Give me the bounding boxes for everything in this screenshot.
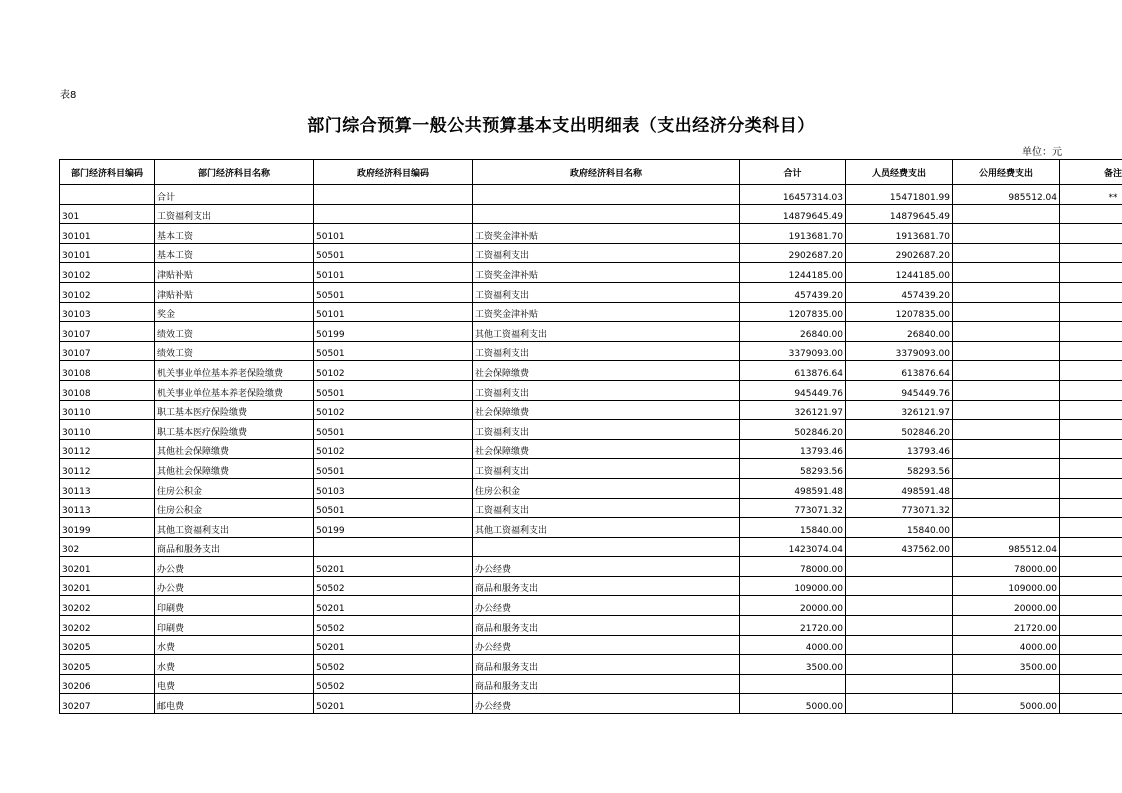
- gov-name-cell: 社会保障缴费: [473, 439, 740, 459]
- gov-code-cell: 50101: [314, 302, 473, 322]
- personnel-cell: 498591.48: [846, 478, 953, 498]
- dept-code-cell: 30202: [60, 616, 155, 636]
- personnel-cell: 13793.46: [846, 439, 953, 459]
- table-row: [60, 263, 1122, 283]
- dept-code-cell: 30207: [60, 694, 155, 714]
- total-cell: 613876.64: [740, 361, 846, 381]
- personnel-cell: 457439.20: [846, 282, 953, 302]
- public-cell: [953, 282, 1060, 302]
- table-row: [60, 635, 1122, 655]
- gov-code-cell: 50199: [314, 518, 473, 538]
- gov-name-cell: 工资福利支出: [473, 459, 740, 479]
- total-cell: [740, 674, 846, 694]
- table-row: [60, 694, 1122, 714]
- gov-name-cell: 其他工资福利支出: [473, 518, 740, 538]
- table-row: [60, 282, 1122, 302]
- dept-name-cell: 绩效工资: [155, 341, 314, 361]
- public-cell: [953, 459, 1060, 479]
- dept-code-cell: 30202: [60, 596, 155, 616]
- personnel-cell: 945449.76: [846, 380, 953, 400]
- dept-code-cell: 30112: [60, 439, 155, 459]
- personnel-cell: 1207835.00: [846, 302, 953, 322]
- header-public: 公用经费支出: [953, 160, 1060, 185]
- remark-cell: [1060, 596, 1122, 616]
- dept-code-cell: 30102: [60, 263, 155, 283]
- dept-code-cell: 30108: [60, 380, 155, 400]
- personnel-cell: [846, 557, 953, 577]
- dept-name-cell: 办公费: [155, 557, 314, 577]
- personnel-cell: 613876.64: [846, 361, 953, 381]
- total-cell: 78000.00: [740, 557, 846, 577]
- personnel-cell: 1913681.70: [846, 224, 953, 244]
- dept-code-cell: 30110: [60, 400, 155, 420]
- remark-cell: [1060, 224, 1122, 244]
- header-personnel: 人员经费支出: [846, 160, 953, 185]
- table-row: [60, 537, 1122, 557]
- personnel-cell: 3379093.00: [846, 341, 953, 361]
- gov-code-cell: 50103: [314, 478, 473, 498]
- total-cell: 1913681.70: [740, 224, 846, 244]
- public-cell: [953, 302, 1060, 322]
- public-cell: [953, 341, 1060, 361]
- table-row: [60, 185, 1122, 205]
- page-title: 部门综合预算一般公共预算基本支出明细表（支出经济分类科目）: [307, 116, 815, 136]
- gov-name-cell: 办公经费: [473, 635, 740, 655]
- dept-name-cell: 基本工资: [155, 243, 314, 263]
- dept-code-cell: 30113: [60, 478, 155, 498]
- dept-name-cell: 奖金: [155, 302, 314, 322]
- dept-name-cell: 其他社会保障缴费: [155, 439, 314, 459]
- remark-cell: [1060, 282, 1122, 302]
- table-row: [60, 674, 1122, 694]
- dept-code-cell: 30110: [60, 420, 155, 440]
- total-cell: 773071.32: [740, 498, 846, 518]
- table-row: [60, 420, 1122, 440]
- table-row: [60, 341, 1122, 361]
- total-cell: 3379093.00: [740, 341, 846, 361]
- gov-name-cell: 其他工资福利支出: [473, 322, 740, 342]
- gov-code-cell: 50501: [314, 380, 473, 400]
- dept-name-cell: 电费: [155, 674, 314, 694]
- dept-name-cell: 基本工资: [155, 224, 314, 244]
- gov-code-cell: 50201: [314, 635, 473, 655]
- dept-name-cell: 职工基本医疗保险缴费: [155, 420, 314, 440]
- remark-cell: [1060, 204, 1122, 224]
- dept-name-cell: 其他工资福利支出: [155, 518, 314, 538]
- total-cell: 326121.97: [740, 400, 846, 420]
- total-cell: 2902687.20: [740, 243, 846, 263]
- public-cell: [953, 361, 1060, 381]
- gov-code-cell: 50502: [314, 576, 473, 596]
- personnel-cell: 15471801.99: [846, 185, 953, 205]
- table-row: [60, 596, 1122, 616]
- total-cell: 20000.00: [740, 596, 846, 616]
- gov-code-cell: 50102: [314, 439, 473, 459]
- gov-name-cell: 工资奖金津补贴: [473, 263, 740, 283]
- remark-cell: [1060, 635, 1122, 655]
- table-row: [60, 361, 1122, 381]
- remark-cell: [1060, 674, 1122, 694]
- remark-cell: [1060, 576, 1122, 596]
- gov-name-cell: 商品和服务支出: [473, 674, 740, 694]
- total-cell: 26840.00: [740, 322, 846, 342]
- gov-code-cell: 50201: [314, 694, 473, 714]
- dept-code-cell: 30201: [60, 576, 155, 596]
- gov-code-cell: 50102: [314, 400, 473, 420]
- dept-name-cell: 印刷费: [155, 616, 314, 636]
- personnel-cell: [846, 694, 953, 714]
- remark-cell: **: [1060, 185, 1122, 205]
- dept-name-cell: 印刷费: [155, 596, 314, 616]
- gov-name-cell: 社会保障缴费: [473, 361, 740, 381]
- dept-code-cell: 30199: [60, 518, 155, 538]
- public-cell: 985512.04: [953, 185, 1060, 205]
- dept-code-cell: 301: [60, 204, 155, 224]
- table-header-row: [60, 160, 1122, 185]
- gov-name-cell: 工资福利支出: [473, 282, 740, 302]
- gov-code-cell: 50101: [314, 224, 473, 244]
- remark-cell: [1060, 498, 1122, 518]
- dept-code-cell: 30107: [60, 322, 155, 342]
- table-row: [60, 400, 1122, 420]
- table-row: [60, 380, 1122, 400]
- remark-cell: [1060, 459, 1122, 479]
- remark-cell: [1060, 380, 1122, 400]
- personnel-cell: [846, 616, 953, 636]
- remark-cell: [1060, 537, 1122, 557]
- dept-name-cell: 机关事业单位基本养老保险缴费: [155, 380, 314, 400]
- personnel-cell: [846, 674, 953, 694]
- public-cell: [953, 439, 1060, 459]
- dept-name-cell: 住房公积金: [155, 498, 314, 518]
- gov-name-cell: 社会保障缴费: [473, 400, 740, 420]
- remark-cell: [1060, 322, 1122, 342]
- gov-code-cell: 50102: [314, 361, 473, 381]
- table-row: [60, 655, 1122, 675]
- public-cell: 78000.00: [953, 557, 1060, 577]
- gov-code-cell: 50501: [314, 459, 473, 479]
- personnel-cell: 773071.32: [846, 498, 953, 518]
- public-cell: [953, 400, 1060, 420]
- gov-name-cell: 办公经费: [473, 596, 740, 616]
- budget-table: [59, 159, 1122, 714]
- gov-name-cell: 商品和服务支出: [473, 576, 740, 596]
- personnel-cell: 437562.00: [846, 537, 953, 557]
- remark-cell: [1060, 400, 1122, 420]
- total-cell: 945449.76: [740, 380, 846, 400]
- public-cell: 109000.00: [953, 576, 1060, 596]
- gov-name-cell: [473, 537, 740, 557]
- gov-name-cell: 工资福利支出: [473, 341, 740, 361]
- dept-name-cell: 商品和服务支出: [155, 537, 314, 557]
- table-row: [60, 302, 1122, 322]
- dept-code-cell: 30201: [60, 557, 155, 577]
- public-cell: 5000.00: [953, 694, 1060, 714]
- remark-cell: [1060, 518, 1122, 538]
- gov-name-cell: 工资奖金津补贴: [473, 302, 740, 322]
- header-total: 合计: [740, 160, 846, 185]
- gov-name-cell: 工资福利支出: [473, 498, 740, 518]
- total-cell: 1244185.00: [740, 263, 846, 283]
- dept-code-cell: 302: [60, 537, 155, 557]
- total-cell: 16457314.03: [740, 185, 846, 205]
- dept-code-cell: 30205: [60, 635, 155, 655]
- gov-code-cell: 50501: [314, 498, 473, 518]
- personnel-cell: 2902687.20: [846, 243, 953, 263]
- total-cell: 58293.56: [740, 459, 846, 479]
- total-cell: 1207835.00: [740, 302, 846, 322]
- dept-name-cell: 津贴补贴: [155, 263, 314, 283]
- total-cell: 3500.00: [740, 655, 846, 675]
- dept-name-cell: 绩效工资: [155, 322, 314, 342]
- personnel-cell: 58293.56: [846, 459, 953, 479]
- personnel-cell: [846, 596, 953, 616]
- personnel-cell: 26840.00: [846, 322, 953, 342]
- dept-code-cell: 30102: [60, 282, 155, 302]
- remark-cell: [1060, 341, 1122, 361]
- table-row: [60, 616, 1122, 636]
- table-row: [60, 518, 1122, 538]
- total-cell: 502846.20: [740, 420, 846, 440]
- personnel-cell: 14879645.49: [846, 204, 953, 224]
- dept-name-cell: 邮电费: [155, 694, 314, 714]
- dept-name-cell: 机关事业单位基本养老保险缴费: [155, 361, 314, 381]
- dept-code-cell: 30205: [60, 655, 155, 675]
- gov-code-cell: 50501: [314, 282, 473, 302]
- dept-name-cell: 津贴补贴: [155, 282, 314, 302]
- public-cell: [953, 674, 1060, 694]
- public-cell: [953, 380, 1060, 400]
- dept-name-cell: 合计: [155, 185, 314, 205]
- personnel-cell: [846, 655, 953, 675]
- header-gov-name: 政府经济科目名称: [473, 160, 740, 185]
- gov-code-cell: 50502: [314, 674, 473, 694]
- gov-name-cell: 工资福利支出: [473, 243, 740, 263]
- gov-name-cell: 工资福利支出: [473, 420, 740, 440]
- header-dept-code: 部门经济科目编码: [60, 160, 155, 185]
- dept-code-cell: 30101: [60, 224, 155, 244]
- public-cell: [953, 498, 1060, 518]
- gov-code-cell: 50501: [314, 243, 473, 263]
- public-cell: [953, 263, 1060, 283]
- dept-code-cell: 30112: [60, 459, 155, 479]
- total-cell: 4000.00: [740, 635, 846, 655]
- gov-name-cell: 工资福利支出: [473, 380, 740, 400]
- header-dept-name: 部门经济科目名称: [155, 160, 314, 185]
- public-cell: 21720.00: [953, 616, 1060, 636]
- total-cell: 5000.00: [740, 694, 846, 714]
- dept-code-cell: 30101: [60, 243, 155, 263]
- table-row: [60, 243, 1122, 263]
- gov-code-cell: 50501: [314, 420, 473, 440]
- public-cell: [953, 224, 1060, 244]
- total-cell: 109000.00: [740, 576, 846, 596]
- public-cell: [953, 518, 1060, 538]
- gov-code-cell: 50501: [314, 341, 473, 361]
- table-row: [60, 322, 1122, 342]
- public-cell: 20000.00: [953, 596, 1060, 616]
- total-cell: 14879645.49: [740, 204, 846, 224]
- gov-name-cell: 住房公积金: [473, 478, 740, 498]
- gov-code-cell: 50101: [314, 263, 473, 283]
- public-cell: [953, 420, 1060, 440]
- remark-cell: [1060, 420, 1122, 440]
- dept-code-cell: 30113: [60, 498, 155, 518]
- gov-name-cell: 办公经费: [473, 694, 740, 714]
- public-cell: 3500.00: [953, 655, 1060, 675]
- dept-name-cell: 水费: [155, 655, 314, 675]
- personnel-cell: 326121.97: [846, 400, 953, 420]
- dept-code-cell: 30103: [60, 302, 155, 322]
- gov-name-cell: 工资奖金津补贴: [473, 224, 740, 244]
- table-body: [60, 185, 1122, 714]
- table-row: [60, 498, 1122, 518]
- gov-name-cell: 商品和服务支出: [473, 616, 740, 636]
- public-cell: [953, 243, 1060, 263]
- dept-name-cell: 水费: [155, 635, 314, 655]
- remark-cell: [1060, 243, 1122, 263]
- public-cell: [953, 322, 1060, 342]
- public-cell: [953, 478, 1060, 498]
- table-row: [60, 478, 1122, 498]
- personnel-cell: 15840.00: [846, 518, 953, 538]
- gov-code-cell: 50502: [314, 655, 473, 675]
- total-cell: 21720.00: [740, 616, 846, 636]
- remark-cell: [1060, 478, 1122, 498]
- dept-code-cell: 30108: [60, 361, 155, 381]
- dept-code-cell: [60, 185, 155, 205]
- total-cell: 1423074.04: [740, 537, 846, 557]
- gov-name-cell: 办公经费: [473, 557, 740, 577]
- dept-name-cell: 职工基本医疗保险缴费: [155, 400, 314, 420]
- dept-name-cell: 办公费: [155, 576, 314, 596]
- gov-code-cell: [314, 204, 473, 224]
- remark-cell: [1060, 694, 1122, 714]
- table-number: 表8: [60, 90, 77, 101]
- dept-name-cell: 工资福利支出: [155, 204, 314, 224]
- public-cell: 985512.04: [953, 537, 1060, 557]
- remark-cell: [1060, 557, 1122, 577]
- unit-label: 单位：元: [1022, 147, 1062, 158]
- table-row: [60, 204, 1122, 224]
- total-cell: 15840.00: [740, 518, 846, 538]
- table-row: [60, 459, 1122, 479]
- gov-code-cell: 50201: [314, 557, 473, 577]
- table-row: [60, 576, 1122, 596]
- table-row: [60, 224, 1122, 244]
- remark-cell: [1060, 439, 1122, 459]
- dept-code-cell: 30206: [60, 674, 155, 694]
- header-gov-code: 政府经济科目编码: [314, 160, 473, 185]
- remark-cell: [1060, 616, 1122, 636]
- gov-code-cell: [314, 537, 473, 557]
- dept-code-cell: 30107: [60, 341, 155, 361]
- dept-name-cell: 住房公积金: [155, 478, 314, 498]
- table-row: [60, 439, 1122, 459]
- gov-code-cell: 50201: [314, 596, 473, 616]
- public-cell: 4000.00: [953, 635, 1060, 655]
- total-cell: 457439.20: [740, 282, 846, 302]
- dept-name-cell: 其他社会保障缴费: [155, 459, 314, 479]
- personnel-cell: [846, 576, 953, 596]
- gov-code-cell: 50199: [314, 322, 473, 342]
- gov-name-cell: 商品和服务支出: [473, 655, 740, 675]
- personnel-cell: 502846.20: [846, 420, 953, 440]
- gov-code-cell: 50502: [314, 616, 473, 636]
- gov-name-cell: [473, 204, 740, 224]
- total-cell: 13793.46: [740, 439, 846, 459]
- remark-cell: [1060, 361, 1122, 381]
- personnel-cell: 1244185.00: [846, 263, 953, 283]
- remark-cell: [1060, 302, 1122, 322]
- header-remark: 备注: [1060, 160, 1122, 185]
- personnel-cell: [846, 635, 953, 655]
- table-row: [60, 557, 1122, 577]
- remark-cell: [1060, 263, 1122, 283]
- public-cell: [953, 204, 1060, 224]
- gov-name-cell: [473, 185, 740, 205]
- gov-code-cell: [314, 185, 473, 205]
- remark-cell: [1060, 655, 1122, 675]
- total-cell: 498591.48: [740, 478, 846, 498]
